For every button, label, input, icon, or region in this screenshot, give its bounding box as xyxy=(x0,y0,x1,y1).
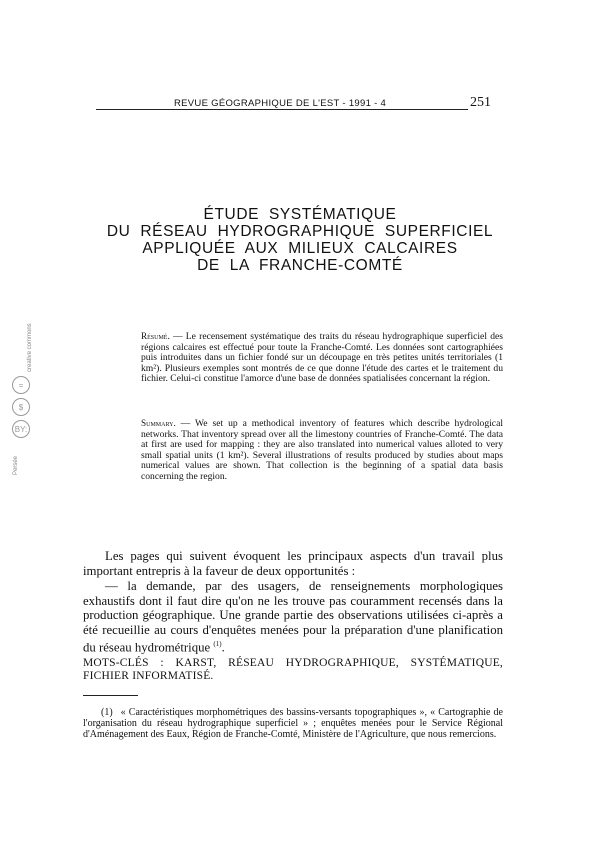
license-provider-text: Persée xyxy=(13,455,19,475)
cc-by-icon xyxy=(12,420,30,438)
abstract-english xyxy=(141,418,503,483)
paragraph-end: . xyxy=(221,640,225,655)
footnote xyxy=(83,707,503,741)
body-paragraph: Les pages qui suivent évoquent les principaux aspects d'un travail plus important entrepris à la faveur de deux opportunités : xyxy=(83,549,503,578)
license-name-text: creative commons xyxy=(27,323,33,372)
article-title xyxy=(80,206,520,274)
header-rule xyxy=(96,109,468,110)
abstract-french xyxy=(141,331,503,385)
abstract-text: — We set up a methodical inventory of features which describe hydrological networks. That inventory spread over all the limestony countries of Franche-Comté. The data at first are used for mapping : they are also translated into numerical values alloted to very small spatial units (1 km²). Several illustrations of results produced by studies about maps numerical values are shown. That collection is the beginning of a spatial data basis concerning the region. xyxy=(141,418,503,482)
footnote-rule xyxy=(83,695,138,696)
page-number: 251 xyxy=(470,95,491,110)
footnote-mark: (1) xyxy=(101,707,113,718)
title-line: DE LA FRANCHE-COMTÉ xyxy=(197,257,403,274)
cc-nd-icon xyxy=(12,376,30,394)
keywords: MOTS-CLÉS : KARST, RÉSEAU HYDROGRAPHIQUE, SYSTÉMATIQUE, FICHIER INFORMATISÉ. xyxy=(83,657,503,682)
body-paragraph xyxy=(83,579,503,655)
paragraph-text: — la demande, par des usagers, de renseignements morphologiques exhaustifs dont il faut dire qu'on ne les trouve pas couramment recensés dans la production géographique. Une grande partie des observations utilisées ci-après a été recueillie au cours d'enquêtes menées pour la préparation d'une planification du réseau hydrométrique xyxy=(83,579,503,655)
running-title: REVUE GÉOGRAPHIQUE DE L'EST - 1991 - 4 xyxy=(174,98,387,109)
abstract-label: Summary. xyxy=(141,418,176,428)
footnote-reference: (1) xyxy=(213,640,222,649)
cc-nc-icon xyxy=(12,398,30,416)
cc-nd-label: = xyxy=(18,380,24,390)
footnote-text: « Caractéristiques morphométriques des bassins-versants topographiques », « Cartographie de l'organisation du réseau hydrographique superficiel » ; enquêtes menées pour le Service Régional d'Aménagement des Eaux, Région de Franche-Comté, Ministère de l'Agriculture, que nous remercions. xyxy=(83,707,503,741)
title-line: APPLIQUÉE AUX MILIEUX CALCAIRES xyxy=(142,240,458,257)
abstract-label: Résumé. xyxy=(141,331,170,341)
license-sidebar xyxy=(3,323,33,500)
title-line: ÉTUDE SYSTÉMATIQUE xyxy=(203,206,397,223)
cc-by-label: BY: xyxy=(14,424,28,434)
abstract-text: — Le recensement systématique des traits du réseau hydrographique superficiel des régions calcaires est effectué pour toute la Franche-Comté. Les données sont cartographiées puis introduites dans un fichier fondé sur un découpage en très petites unités territoriales (1 km²). Plusieurs exemples sont montrés de ce que donne l'étude des cartes et le traitement du fichier. Celui-ci constitue l'amorce d'une base de données spatialisées concernant la région. xyxy=(141,331,503,385)
title-line: DU RÉSEAU HYDROGRAPHIQUE SUPERFICIEL xyxy=(106,223,494,240)
cc-nc-label: $ xyxy=(18,402,24,412)
